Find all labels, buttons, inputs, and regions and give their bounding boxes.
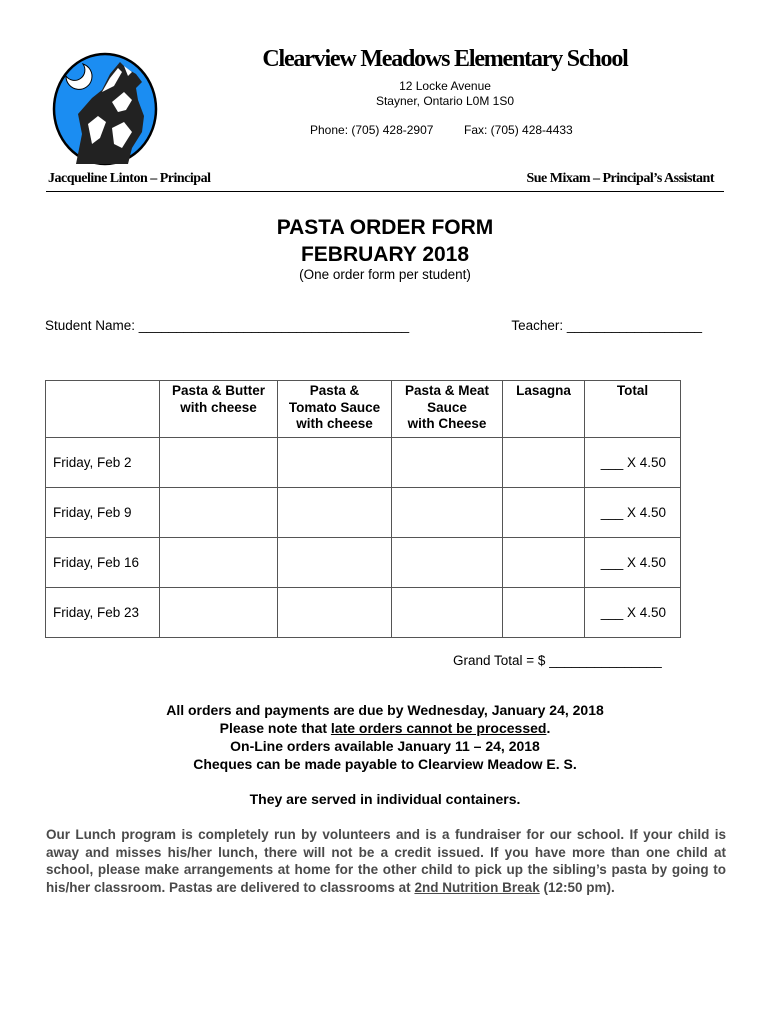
qty-cell-meat[interactable] xyxy=(392,438,503,488)
late-orders-underlined: late orders cannot be processed xyxy=(330,720,547,736)
column-header-blank xyxy=(46,381,160,438)
row-day: Friday, Feb 23 xyxy=(46,588,160,638)
form-month: FEBRUARY 2018 xyxy=(300,243,470,266)
school-phone: Phone: (705) 428-2907 xyxy=(310,123,434,137)
qty-cell-lasagna[interactable] xyxy=(503,538,585,588)
qty-cell-lasagna[interactable] xyxy=(503,488,585,538)
qty-cell-lasagna[interactable] xyxy=(503,588,585,638)
qty-cell-tomato[interactable] xyxy=(278,438,392,488)
due-date-notice: All orders and payments are due by Wednesday, January 24, 2018 xyxy=(166,702,604,718)
online-orders-notice: On-Line orders available January 11 – 24, 2018 xyxy=(230,738,540,754)
late-orders-suffix: . xyxy=(546,720,551,736)
table-row xyxy=(46,538,681,588)
order-table xyxy=(45,380,681,638)
grand-total-field[interactable]: Grand Total = $ _______________ xyxy=(453,653,662,668)
row-total[interactable]: ___ X 4.50 xyxy=(585,488,681,538)
qty-cell-tomato[interactable] xyxy=(278,538,392,588)
nutrition-break-text: 2nd Nutrition Break xyxy=(414,879,540,895)
row-day: Friday, Feb 16 xyxy=(46,538,160,588)
student-name-field[interactable]: Student Name: ____________________________________ xyxy=(45,318,410,333)
form-title: PASTA ORDER FORM xyxy=(276,216,494,239)
cheques-notice: Cheques can be made payable to Clearview Meadow E. S. xyxy=(193,756,577,772)
qty-cell-meat[interactable] xyxy=(392,588,503,638)
row-total[interactable]: ___ X 4.50 xyxy=(585,588,681,638)
header-meat-line2: Sauce xyxy=(427,399,467,415)
column-header-lasagna: Lasagna xyxy=(503,381,585,438)
qty-cell-tomato[interactable] xyxy=(278,588,392,638)
school-address-city: Stayner, Ontario L0M 1S0 xyxy=(375,94,515,108)
qty-cell-butter[interactable] xyxy=(160,438,278,488)
table-row xyxy=(46,488,681,538)
header-tomato-line2: Tomato Sauce xyxy=(288,399,381,415)
table-row xyxy=(46,588,681,638)
header-divider xyxy=(46,191,724,192)
header-tomato-line3: with cheese xyxy=(296,416,373,431)
column-header-meat xyxy=(392,381,503,438)
column-header-total: Total xyxy=(585,381,681,438)
school-address-street: 12 Locke Avenue xyxy=(399,79,491,93)
header-meat-line3: with Cheese xyxy=(407,416,487,431)
principal-name: Jacqueline Linton – Principal xyxy=(48,171,211,186)
header-butter-line2: with cheese xyxy=(180,399,257,415)
header-tomato-line1: Pasta & xyxy=(309,383,360,398)
row-total[interactable]: ___ X 4.50 xyxy=(585,538,681,588)
qty-cell-meat[interactable] xyxy=(392,488,503,538)
table-row xyxy=(46,438,681,488)
qty-cell-lasagna[interactable] xyxy=(503,438,585,488)
header-butter-line1: Pasta & Butter xyxy=(171,383,266,398)
qty-cell-butter[interactable] xyxy=(160,538,278,588)
school-name: Clearview Meadows Elementary School xyxy=(262,46,628,72)
school-fax: Fax: (705) 428-4433 xyxy=(464,123,573,137)
table-header-row xyxy=(46,381,681,438)
header-meat-line1: Pasta & Meat xyxy=(404,383,490,398)
lunch-program-paragraph xyxy=(46,826,726,896)
form-subtitle: (One order form per student) xyxy=(299,267,471,282)
late-orders-prefix: Please note that xyxy=(219,720,331,736)
row-day: Friday, Feb 9 xyxy=(46,488,160,538)
teacher-field[interactable]: Teacher: __________________ xyxy=(511,318,702,333)
containers-notice: They are served in individual containers. xyxy=(249,791,521,807)
row-total[interactable]: ___ X 4.50 xyxy=(585,438,681,488)
late-orders-notice xyxy=(0,720,770,736)
column-header-butter xyxy=(160,381,278,438)
qty-cell-tomato[interactable] xyxy=(278,488,392,538)
howling-wolf-logo-icon xyxy=(52,52,158,166)
assistant-name: Sue Mixam – Principal’s Assistant xyxy=(526,171,714,186)
column-header-tomato xyxy=(278,381,392,438)
row-day: Friday, Feb 2 xyxy=(46,438,160,488)
program-text: Our Lunch program is completely run by volunteers and is a fundraiser for our school. If your child is away and misses his/her lunch, there will not be a credit issued. If you have more than one child at school, please make arrangements at home for the other child to pick up the sibling’s pasta by going to his/her classroom. Pastas are delivered to classrooms at xyxy=(46,827,726,895)
program-text-end: (12:50 pm). xyxy=(539,879,615,895)
qty-cell-butter[interactable] xyxy=(160,588,278,638)
qty-cell-meat[interactable] xyxy=(392,538,503,588)
qty-cell-butter[interactable] xyxy=(160,488,278,538)
